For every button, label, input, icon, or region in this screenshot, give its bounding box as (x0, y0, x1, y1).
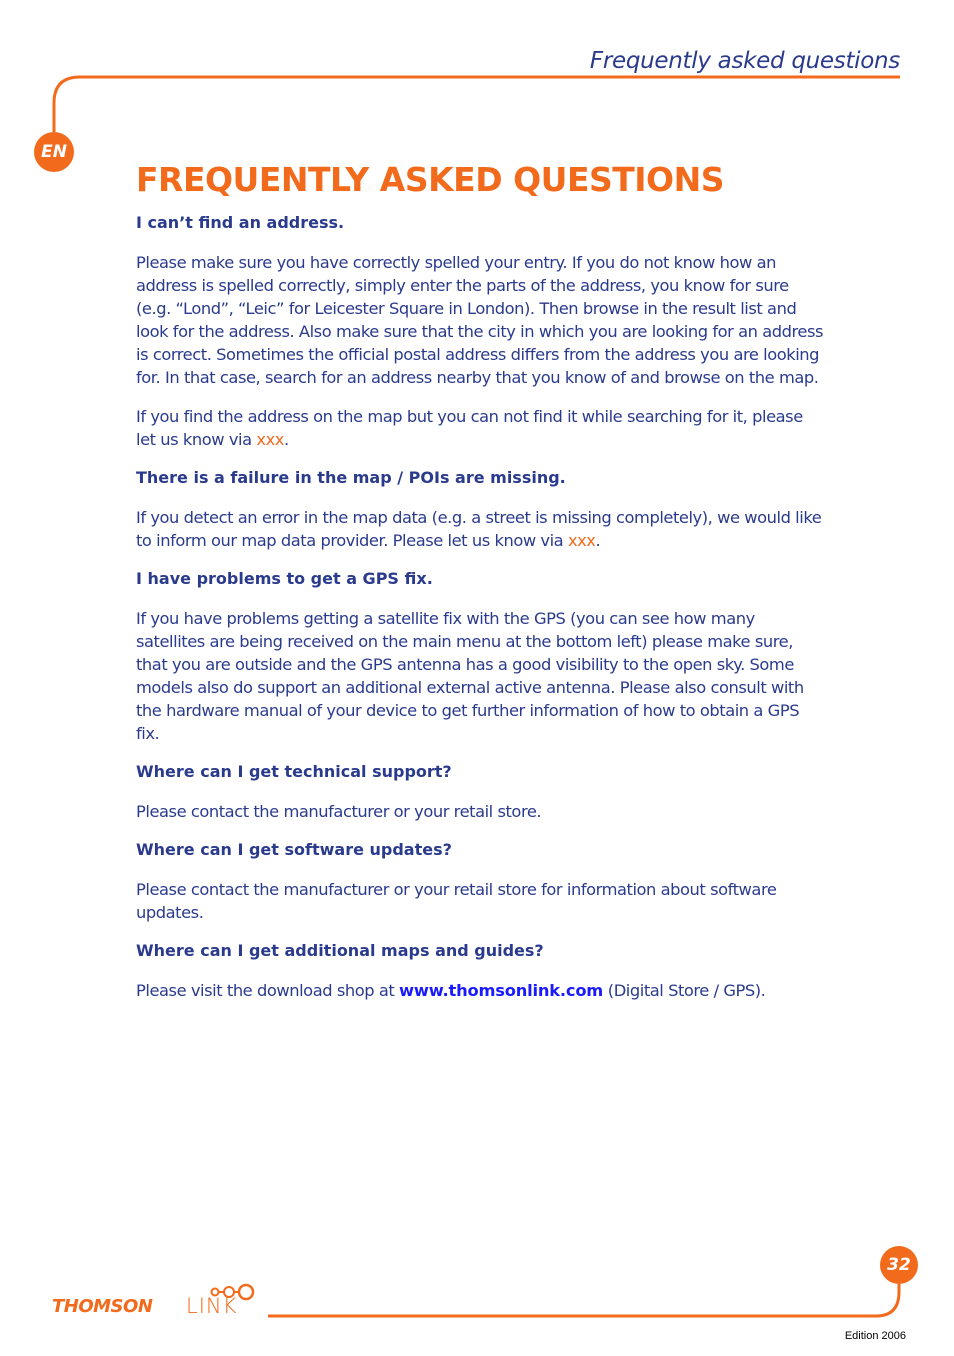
edition-label: Edition 2006 (844, 1330, 906, 1342)
answer-text: (Digital Store / GPS). (603, 981, 766, 1000)
page-number: 32 (880, 1246, 918, 1284)
faq-answer-map-failure (136, 506, 826, 552)
answer-text: Please visit the download shop at (136, 981, 400, 1000)
faq-question-maps: Where can I get additional maps and guides? (136, 941, 544, 960)
faq-answer-address-1: Please make sure you have correctly spelled your entry. If you do not know how an address is spelled correctly, simply enter the parts of the address, you know for sure (e.g. “Lond”, “Leic” for Leicester Square in London). Then browse in the result list and look for the address. Also make sure that the city in which you are looking for an address is correct. Sometimes the official postal address differs from the address you are looking for. In that case, search for an address nearby that you know of and browse on the map. (136, 253, 824, 387)
section-title: Frequently asked questions (589, 48, 900, 74)
faq-answer-maps (136, 979, 826, 1002)
faq-question-gps-fix: I have problems to get a GPS fix. (136, 569, 433, 588)
logo-brand: THOMSON (52, 1296, 153, 1317)
faq-answer-address-2 (136, 405, 826, 451)
thomsonlink-logo (52, 1282, 272, 1322)
faq-question-address: I can’t find an address. (136, 213, 345, 232)
contact-link[interactable]: xxx (256, 430, 284, 449)
answer-text: If you detect an error in the map data (e.g. a street is missing completely), we would like to inform our map data provider. Please let us know via (136, 508, 822, 550)
faq-content (136, 212, 826, 1018)
page-title: FREQUENTLY ASKED QUESTIONS (136, 160, 724, 199)
language-badge: EN (34, 132, 74, 172)
website-link[interactable]: www.thomsonlink.com (399, 981, 604, 1000)
faq-question-updates: Where can I get software updates? (136, 840, 452, 859)
logo-circles-icon (208, 1282, 268, 1302)
answer-text: . (595, 531, 601, 550)
faq-answer-support: Please contact the manufacturer or your retail store. (136, 802, 542, 821)
contact-link[interactable]: xxx (567, 531, 596, 550)
faq-answer-updates: Please contact the manufacturer or your retail store for information about software updates. (136, 880, 777, 922)
logo-product: LINK (186, 1294, 238, 1318)
faq-question-support: Where can I get technical support? (136, 762, 452, 781)
answer-text: . (283, 430, 289, 449)
faq-answer-gps-fix: If you have problems getting a satellite fix with the GPS (you can see how many satellites are being received on the main menu at the bottom left) please make sure, that you are outside and the GPS antenna has a good visibility to the open sky. Some models also do support an additional external active antenna. Please also consult with the hardware manual of your device to get further information of how to obtain a GPS fix. (136, 609, 804, 743)
faq-question-map-failure: There is a failure in the map / POIs are missing. (136, 468, 566, 487)
answer-text: If you find the address on the map but you can not find it while searching for it, please let us know via (136, 407, 803, 449)
